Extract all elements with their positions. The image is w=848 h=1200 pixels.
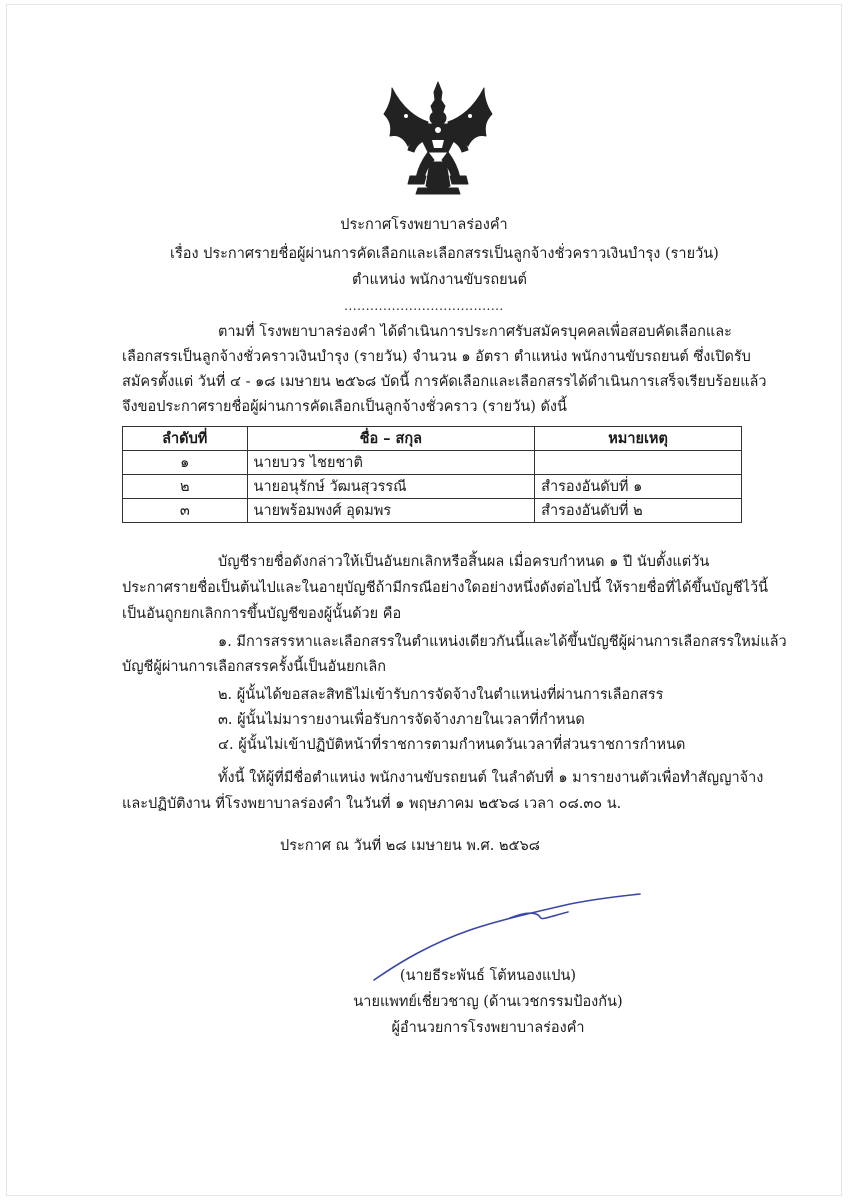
results-table <box>122 426 742 523</box>
row-note: สำรองอันดับที่ ๑ <box>535 475 742 499</box>
row-name: นายบวร ไชยชาติ <box>247 451 535 475</box>
header-order: ลำดับที่ <box>123 427 248 451</box>
validity-line-3: เป็นอันถูกยกเลิกการขึ้นบัญชีของผู้นั้นด้วย คือ <box>122 606 402 622</box>
garuda-emblem-icon <box>378 78 498 196</box>
announcement-title: ประกาศโรงพยาบาลร่องคำ <box>340 217 508 233</box>
signatory-title-2: ผู้อำนวยการโรงพยาบาลร่องคำ <box>391 1020 585 1036</box>
signatory-title-1: นายแพทย์เชี่ยวชาญ (ด้านเวชกรรมป้องกัน) <box>353 994 623 1010</box>
header-separator: ..................................... <box>344 299 504 313</box>
announcement-position: ตำแหน่ง พนักงานขับรถยนต์ <box>352 272 527 288</box>
row-order: ๑ <box>123 451 248 475</box>
table-row <box>123 451 742 475</box>
report-line-2: และปฏิบัติงาน ที่โรงพยาบาลร่องคำ ในวันที่ ๑ พฤษภาคม ๒๕๖๘ เวลา ๐๘.๓๐ น. <box>122 796 622 812</box>
intro-line-2: เลือกสรรเป็นลูกจ้างชั่วคราวเงินบำรุง (รายวัน) จำนวน ๑ อัตรา ตำแหน่ง พนักงานขับรถยนต์ ซึ่งเปิดรับ <box>122 349 751 365</box>
table-row <box>123 499 742 523</box>
header-name: ชื่อ – สกุล <box>247 427 535 451</box>
row-note <box>535 451 742 475</box>
validity-line-1: บัญชีรายชื่อดังกล่าวให้เป็นอันยกเลิกหรือสิ้นผล เมื่อครบกำหนด ๑ ปี นับตั้งแต่วัน <box>218 554 710 570</box>
row-name: นายพร้อมพงศ์ อุดมพร <box>247 499 535 523</box>
row-name: นายอนุรักษ์ วัฒนสุวรรณี <box>247 475 535 499</box>
announcement-subject: เรื่อง ประกาศรายชื่อผู้ผ่านการคัดเลือกและเลือกสรรเป็นลูกจ้างชั่วคราวเงินบำรุง (รายวัน) <box>170 246 719 262</box>
intro-line-4: จึงขอประกาศรายชื่อผู้ผ่านการคัดเลือกเป็นลูกจ้างชั่วคราว (รายวัน) ดังนี้ <box>122 399 567 415</box>
report-line-1: ทั้งนี้ ให้ผู้ที่มีชื่อตำแหน่ง พนักงานขับรถยนต์ ในลำดับที่ ๑ มารายงานตัวเพื่อทำสัญญาจ้าง <box>218 770 764 786</box>
condition-2: ๒. ผู้นั้นได้ขอสละสิทธิไม่เข้ารับการจัดจ้างในตำแหน่งที่ผ่านการเลือกสรร <box>218 687 664 703</box>
condition-1-line-2: บัญชีผู้ผ่านการเลือกสรรครั้งนี้เป็นอันยกเลิก <box>122 659 386 675</box>
validity-line-2: ประกาศรายชื่อเป็นต้นไปและในอายุบัญชีถ้ามีกรณีอย่างใดอย่างหนึ่งดังต่อไปนี้ ให้รายชื่อที่ได้ขึ้นบัญชีไว้นี้ <box>122 580 769 596</box>
condition-1-line-1: ๑. มีการสรรหาและเลือกสรรในตำแหน่งเดียวกันนี้และได้ขึ้นบัญชีผู้ผ่านการเลือกสรรใหม่แล้ว <box>218 634 787 650</box>
announcement-date: ประกาศ ณ วันที่ ๒๘ เมษายน พ.ศ. ๒๕๖๘ <box>280 838 540 854</box>
signatory-name: (นายธีระพันธ์ โต้หนองแปน) <box>399 968 577 984</box>
header-note: หมายเหตุ <box>535 427 742 451</box>
row-note: สำรองอันดับที่ ๒ <box>535 499 742 523</box>
row-order: ๒ <box>123 475 248 499</box>
row-order: ๓ <box>123 499 248 523</box>
table-row <box>123 475 742 499</box>
intro-line-1: ตามที่ โรงพยาบาลร่องคำ ได้ดำเนินการประกาศรับสมัครบุคคลเพื่อสอบคัดเลือกและ <box>218 324 732 340</box>
condition-3: ๓. ผู้นั้นไม่มารายงานเพื่อรับการจัดจ้างภายในเวลาที่กำหนด <box>218 712 585 728</box>
intro-line-3: สมัครตั้งแต่ วันที่ ๔ - ๑๘ เมษายน ๒๕๖๘ บัดนี้ การคัดเลือกและเลือกสรรได้ดำเนินการเสร็จเรียบร้อยแล้ว <box>122 374 767 390</box>
condition-4: ๔. ผู้นั้นไม่เข้าปฏิบัติหน้าที่ราชการตามกำหนดวันเวลาที่ส่วนราชการกำหนด <box>218 737 686 753</box>
table-header-row <box>123 427 742 451</box>
